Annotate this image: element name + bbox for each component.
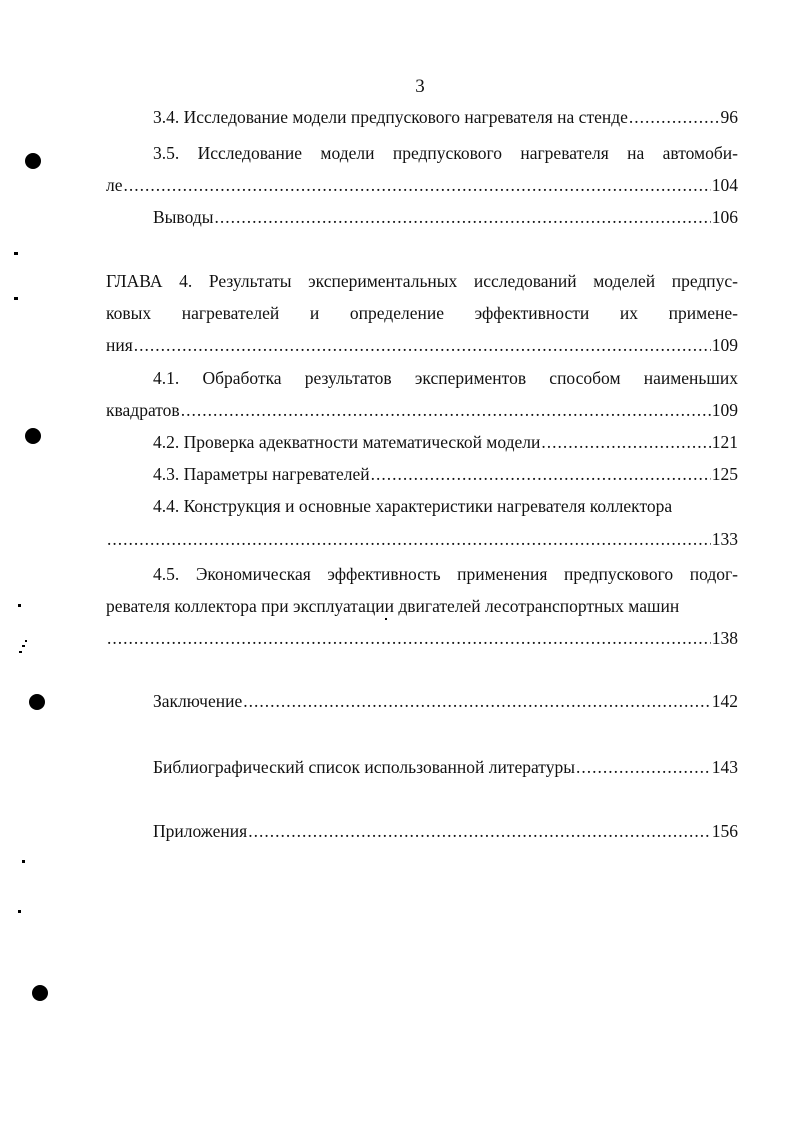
scan-speck [18,604,21,607]
toc-word: на [627,143,645,163]
toc-entry-title: 3.4. Исследование модели предпускового нагревателя на стенде [153,107,628,127]
toc-entry-title: Приложения [153,821,248,841]
scan-speck [22,860,25,863]
toc-leader-dots [107,528,711,550]
toc-word: Результаты [208,271,292,291]
punch-hole [29,694,45,710]
toc-word: результатов [304,368,392,388]
toc-word: предпускового [563,564,674,584]
toc-word: примене- [668,303,738,323]
toc-word: Экономическая [195,564,311,584]
toc-word: моделей [593,271,656,291]
toc-word: способом [549,368,621,388]
toc-entry-title: Заключение [153,691,243,711]
scan-speck [14,297,18,300]
toc-leader-dots [576,756,711,778]
toc-word: и [309,303,320,323]
toc-leader-dots [107,627,711,649]
toc-word: модели [320,143,375,163]
toc-leader-dots [181,399,711,421]
toc-word: определение [349,303,444,323]
toc-entry-title: 4.2. Проверка адекватности математической модели [153,432,541,452]
punch-hole [25,428,41,444]
toc-word: 4.1. [153,368,180,388]
scan-speck [25,640,27,642]
toc-leader-dots [124,174,711,196]
toc-page-number: 143 [711,757,738,777]
toc-leader-dots [243,690,711,712]
toc-word: экспериментальных [308,271,458,291]
toc-leader-dots [214,206,710,228]
toc-word: Исследование [197,143,303,163]
toc-entry-4-2 [153,431,738,453]
toc-word: предпус- [671,271,738,291]
toc-word: их [619,303,639,323]
toc-word: нагревателей [181,303,280,323]
toc-word: 3.5. [153,143,180,163]
toc-chapter-4-line2 [106,302,738,324]
toc-entry-3-4 [153,106,738,128]
toc-word: экспериментов [414,368,527,388]
toc-entry-4-5-line2 [106,595,738,617]
scan-speck [14,252,18,255]
toc-word: нагревателя [520,143,609,163]
toc-entry-title: Выводы [153,207,214,227]
toc-entry-final-conclusion [153,690,738,712]
toc-entry-4-4-line2 [106,528,738,550]
toc-entry-4-3 [153,463,738,485]
toc-entry-3-5-line1 [153,142,738,164]
toc-word: автомоби- [662,143,738,163]
toc-entry-title: ле [106,175,123,195]
toc-page-number: 121 [711,432,738,452]
toc-entry-4-1-line2 [106,399,738,421]
toc-entry-conclusions [153,206,738,228]
toc-entry-4-5-line1 [153,563,738,585]
scan-speck [385,618,387,620]
toc-entry-4-5-line3 [106,627,738,649]
toc-word: Обработка [202,368,282,388]
toc-leader-dots [248,820,711,842]
scan-speck [22,645,25,647]
toc-page-number: 142 [711,691,738,711]
toc-entry-title: квадратов [106,400,180,420]
toc-word: 4.5. [153,564,180,584]
toc-page-number: 156 [711,821,738,841]
toc-chapter-4-line3 [106,334,738,356]
toc-word: предпускового [392,143,503,163]
toc-word: ГЛАВА [106,271,163,291]
toc-entry-3-5-line2 [106,174,738,196]
toc-page-number: 138 [711,628,738,648]
toc-entry-appendices [153,820,738,842]
toc-page-number: 109 [711,400,738,420]
toc-leader-dots [629,106,720,128]
toc-leader-dots [371,463,711,485]
scan-speck [19,651,22,653]
toc-word: наименьших [643,368,738,388]
toc-page-number: 96 [720,107,738,127]
page-number: 3 [415,76,425,97]
toc-page-number: 104 [711,175,738,195]
toc-entry-title: Библиографический список использованной литературы [153,757,575,777]
punch-hole [25,153,41,169]
toc-page-number: 106 [711,207,738,227]
toc-leader-dots [134,334,711,356]
scan-speck [18,910,21,913]
toc-leader-dots [541,431,710,453]
toc-chapter-4-line1 [106,270,738,292]
toc-page-number: 133 [711,529,738,549]
toc-entry-4-1-line1 [153,367,738,389]
toc-entry-bibliography [153,756,738,778]
toc-entry-4-4-line1 [153,495,738,517]
toc-word: ковых [106,303,152,323]
punch-hole [32,985,48,1001]
toc-entry-title: 4.3. Параметры нагревателей [153,464,370,484]
toc-entry-title: 4.4. Конструкция и основные характеристики нагревателя коллектора [153,496,673,516]
toc-word: подог- [689,564,738,584]
toc-word: эффективности [474,303,590,323]
toc-word: применения [457,564,548,584]
toc-page-number: 109 [711,335,738,355]
toc-word: 4. [179,271,193,291]
toc-page-number: 125 [711,464,738,484]
toc-word: эффективность [327,564,441,584]
toc-entry-title: ревателя коллектора при эксплуатации двигателей лесотранспортных машин [106,596,680,616]
toc-entry-title: ния [106,335,133,355]
toc-word: исследований [473,271,577,291]
